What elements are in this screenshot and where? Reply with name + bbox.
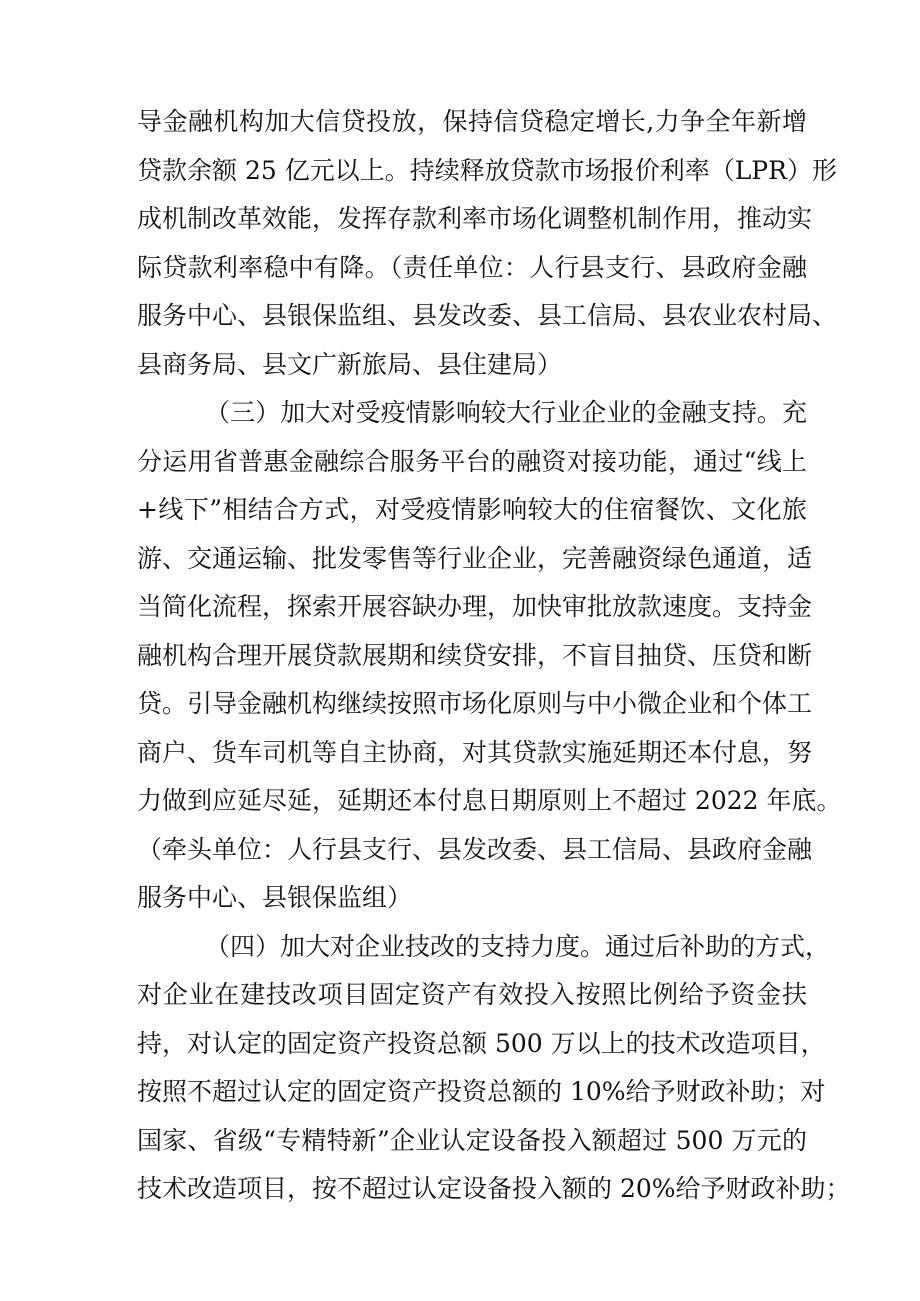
text-line: 游、交通运输、批发零售等行业企业，完善融资绿色通道，适 — [137, 543, 813, 573]
text-line: 贷。引导金融机构继续按照市场化原则与中小微企业和个体工 — [137, 689, 813, 718]
text-line: （牵头单位：人行县支行、县发改委、县工信局、县政府金融 — [137, 834, 813, 864]
text-line: 导金融机构加大信贷投放，保持信贷稳定增长,力争全年新增 — [137, 107, 807, 136]
text-line: 融机构合理开展贷款展期和续贷安排，不盲目抽贷、压贷和断 — [137, 640, 813, 670]
text-line: 成机制改革效能，发挥存款利率市场化调整机制作用，推动实 — [137, 204, 813, 233]
text-line: 力做到应延尽延，延期还本付息日期原则上不超过 2022 年底。 — [137, 786, 842, 815]
text-line: 持，对认定的固定资产投资总额 500 万以上的技术改造项目， — [137, 1028, 826, 1058]
text-line: 县商务局、县文广新旅局、县住建局） — [137, 349, 563, 379]
text-line: 贷款余额 25 亿元以上。持续释放贷款市场报价利率（LPR）形 — [137, 155, 837, 185]
text-line: 技术改造项目，按不超过认定设备投入额的 20%给予财政补助； — [137, 1174, 851, 1203]
text-line: 当简化流程，探索开展容缺办理，加快审批放款速度。支持金 — [137, 592, 813, 621]
text-line: 服务中心、县银保监组） — [137, 883, 413, 912]
text-line: 商户、货车司机等自主协商，对其贷款实施延期还本付息，努 — [137, 737, 813, 767]
text-line: +线下”相结合方式，对受疫情影响较大的住宿餐饮、文化旅 — [137, 495, 807, 524]
text-line: 际贷款利率稳中有降。（责任单位：人行县支行、县政府金融 — [137, 252, 807, 282]
text-line: （三）加大对受疫情影响较大行业企业的金融支持。充 — [205, 398, 807, 427]
text-line: 国家、省级“专精特新”企业认定设备投入额超过 500 万元的 — [137, 1125, 807, 1155]
text-line: 分运用省普惠金融综合服务平台的融资对接功能，通过“线上 — [137, 446, 807, 476]
text-line: 服务中心、县银保监组、县发改委、县工信局、县农业农村局、 — [137, 301, 838, 330]
body-text — [137, 98, 851, 1214]
text-line: 按照不超过认定的固定资产投资总额的 10%给予财政补助；对 — [137, 1077, 826, 1106]
text-line: 对企业在建技改项目固定资产有效投入按照比例给予资金扶 — [137, 980, 807, 1009]
text-line: （四）加大对企业技改的支持力度。通过后补助的方式， — [205, 931, 831, 961]
